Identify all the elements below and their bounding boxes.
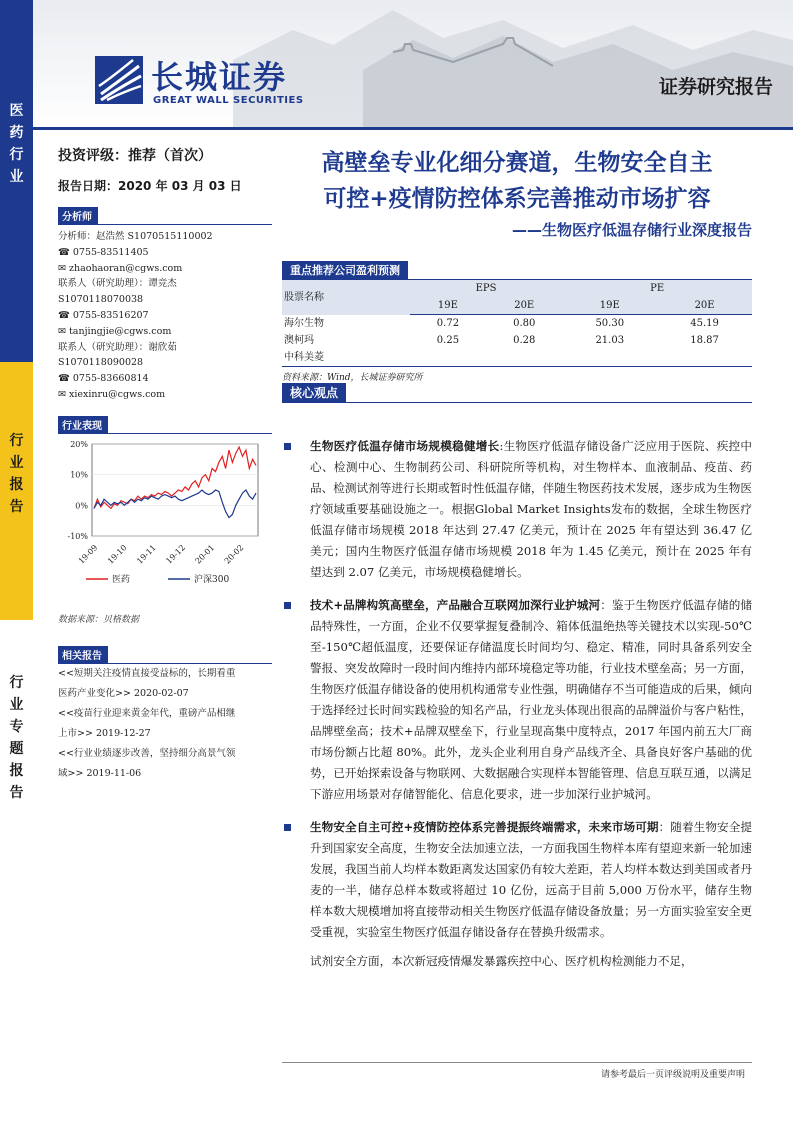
- contact-line: 分析师：赵浩然 S1070515110002: [58, 231, 213, 242]
- great-wall-background-image: [33, 0, 793, 128]
- legend-label: 沪深300: [194, 574, 230, 585]
- x-tick-label: 19-12: [164, 542, 188, 566]
- table-cell: 0.28: [513, 335, 536, 346]
- footer-disclaimer: 请参考最后一页评级说明及重要声明: [600, 1070, 745, 1080]
- side-band: [0, 0, 33, 1122]
- col-stock-name: 股票名称: [282, 280, 410, 315]
- related-reports-list: [58, 664, 272, 784]
- table-cell: [486, 349, 562, 367]
- plot-frame: [92, 444, 258, 536]
- side-char: 业: [9, 455, 24, 471]
- logo-text-cn: 长城证券: [151, 58, 288, 96]
- col-year: 20E: [657, 297, 752, 315]
- side-char: 题: [9, 741, 24, 757]
- side-char: 业: [9, 697, 24, 713]
- contact-line: 联系人（研究助理）：谢欣茹: [58, 341, 177, 353]
- table-cell: [410, 349, 486, 367]
- side-char: 医: [9, 103, 24, 119]
- bullet-lead: 技术+品牌构筑高壁垒，产品融合互联网加深行业护城河: [310, 598, 601, 612]
- side-char: 行: [9, 433, 24, 449]
- contact-line: ☎ 0755-83660814: [58, 373, 149, 385]
- contact-line[interactable]: ✉ zhaohaoran@cgws.com: [58, 262, 183, 274]
- right-main-column: [282, 145, 752, 403]
- header: [33, 0, 793, 128]
- side-char: 告: [9, 785, 24, 801]
- table-cell: 0.80: [513, 318, 536, 329]
- bullet-square-icon: [284, 824, 291, 831]
- related-report-line[interactable]: 域>> 2019-11-06: [58, 767, 142, 779]
- core-views-header: [282, 385, 752, 403]
- analyst-section-label: 分析师: [58, 207, 98, 224]
- related-reports-header: [58, 647, 272, 664]
- stock-name: 澳柯玛: [284, 335, 314, 346]
- header-divider: [33, 127, 793, 130]
- side-char: 行: [9, 147, 24, 163]
- col-group-pe: PE: [562, 280, 752, 297]
- performance-chart-svg: [58, 436, 272, 596]
- investment-rating: 投资评级：推荐（首次）: [58, 148, 212, 164]
- side-band-topic: [0, 620, 33, 1122]
- industry-performance-chart: [58, 436, 272, 596]
- report-date: 报告日期：2020 年 03 月 03 日: [58, 179, 242, 193]
- contact-line: S1070118070038: [58, 294, 144, 306]
- bullet-text: ：鉴于生物医疗低温存储的储品特殊性，一方面，企业不仅要掌握复叠制冷、箱体低温绝热等关键技术以实现-50℃至-150℃超低温度，还要保证存储温度长时间均匀、稳定、精准，同时具备系列安全警报、突发故障时一段时间内维持内部环境稳定等功能，行业技术壁垒高；另一方面，生物医疗低温存储设备的使用机构通常专业性强，明确储存不当可能造成的后果，倾向于选择经过长时间实践检验的知名产品，行业龙头体现出很高的品牌溢价与客户粘性，品牌壁垒高；技术+品牌双壁垒下，行业呈现高集中度特点，2017 年国内前五大厂商市场份额占比超 80%。此外，龙头企业利用自身产品线齐全、具备良好客户基础的优势，已开始探索设备与物联网、大数据融合实现样本智能管理、信息互联互通，以满足下游应用场景对存储智能化、信息化要求，进一步加深行业护城河。: [310, 598, 752, 801]
- forecast-table-header: [282, 262, 752, 280]
- related-report-line[interactable]: <<短期关注疫情直接受益标的，长期看重: [58, 667, 236, 679]
- logo-text-en: GREAT WALL SECURITIES: [153, 95, 304, 106]
- report-title-line2: 可控+疫情防控体系完善推动市场扩容: [323, 186, 711, 212]
- contact-line[interactable]: ✉ xiexinru@cgws.com: [58, 388, 166, 400]
- side-char: 告: [9, 499, 24, 515]
- table-row: [282, 315, 752, 333]
- bullet-lead: 生物医疗低温存储市场规模稳健增长: [310, 439, 500, 453]
- side-band-report: [0, 362, 33, 620]
- stock-name: 中科美菱: [282, 349, 410, 367]
- table-cell: 21.03: [595, 335, 625, 346]
- bullet-paragraph: [282, 436, 752, 583]
- contact-line: ☎ 0755-83516207: [58, 309, 149, 321]
- related-report-line[interactable]: 上市>> 2019-12-27: [58, 727, 151, 739]
- x-tick-label: 20-02: [222, 542, 246, 566]
- col-year: 20E: [486, 297, 562, 315]
- bullet-lead: 生物安全自主可控+疫情防控体系完善提振终端需求，未来市场可期: [310, 820, 659, 834]
- side-band-industry: [0, 0, 33, 362]
- table-cell: 18.87: [690, 335, 719, 346]
- bullet-text: :生物医疗低温存储设备广泛应用于医院、疾控中心、检测中心、生物制药公司、科研院所等机构，对生物样本、血液制品、疫苗、药品、检测试剂等进行长期或暂时性低温存储，伴随生物医药技术发展，逐步成为生物医疗领域重要基础设施之一。根据Global Market Insights发布的数据，全球生物医疗低温存储市场规模 2018 年达到 27.47 亿美元，预计在 2025 年有望达到 36.47 亿美元；国内生物医疗低温存储市场规模 2018 年为 1.45 亿美元，预计在 2025 年有望达到 2.07 亿美元，市场规模稳健增长。: [310, 439, 752, 579]
- table-row: [282, 349, 752, 367]
- industry-performance-header: [58, 417, 272, 434]
- report-title-line1: 高壁垒专业化细分赛道，生物安全自主: [321, 150, 713, 176]
- bullet-text: ：随着生物安全提升到国家安全高度，生物安全法加速立法，一方面我国生物样本库有望迎来新一轮加速发展，我国当前人均样本数距离发达国家仍有较大差距，若人均样本数达到美国或者丹麦的一半，储存总样本数或将超过 10 亿份，远高于目前 5,000 万份水平，储存生物样本数大规模增加将直接带动相关生物医疗低温存储设备放量；另一方面实验室安全更受重视，实验室生物医疗低温存储设备存在替换升级需求。: [310, 820, 752, 939]
- y-tick-label: 0%: [75, 501, 88, 511]
- related-report-line[interactable]: <<行业业绩逐步改善，坚持细分高景气领: [58, 747, 236, 759]
- y-tick-label: 10%: [70, 470, 88, 480]
- x-tick-label: 20-01: [193, 542, 217, 566]
- continuation-paragraph: 试剂安全方面，本次新冠疫情爆发暴露疾控中心、医疗机构检测能力不足，: [310, 954, 693, 968]
- col-year: 19E: [562, 297, 657, 315]
- side-char: 行: [9, 675, 24, 691]
- contact-line: 联系人（研究助理）：谭竞杰: [58, 278, 177, 290]
- bullet-square-icon: [284, 443, 291, 450]
- industry-performance-label: 行业表现: [58, 416, 108, 433]
- x-tick-label: 19-10: [105, 542, 129, 566]
- report-subtitle: ——生物医疗低温存储行业深度报告: [511, 221, 752, 239]
- x-tick-label: 19-11: [135, 542, 158, 566]
- col-group-eps: EPS: [410, 280, 563, 297]
- y-tick-label: -10%: [67, 531, 88, 541]
- stock-name: 海尔生物: [284, 317, 324, 329]
- side-char: 专: [9, 719, 24, 735]
- forecast-table-label: 重点推荐公司盈利预测: [282, 261, 408, 279]
- table-source: 资料来源：Wind，长城证券研究所: [282, 373, 423, 383]
- legend-label: 医药: [112, 574, 131, 585]
- table-cell: 0.72: [436, 318, 460, 329]
- table-cell: [562, 349, 657, 367]
- contact-line: ☎ 0755-83511405: [58, 246, 149, 258]
- chart-source: 数据来源：贝格数据: [58, 614, 140, 625]
- table-header-row: [282, 280, 752, 297]
- table-row: [282, 332, 752, 349]
- bullet-paragraph: [282, 817, 752, 943]
- contact-line[interactable]: ✉ tanjingjie@cgws.com: [58, 325, 172, 337]
- bullet-paragraph: [282, 595, 752, 805]
- table-cell: 50.30: [595, 318, 625, 329]
- earnings-forecast-table: [282, 280, 752, 367]
- y-tick-label: 20%: [70, 439, 88, 449]
- related-report-line[interactable]: <<疫苗行业迎来黄金年代，重磅产品相继: [58, 707, 236, 719]
- x-tick-label: 19-09: [76, 542, 100, 566]
- core-views-body: [282, 436, 752, 972]
- table-cell: 0.25: [436, 335, 460, 346]
- table-cell: 45.19: [690, 318, 719, 329]
- contact-line: S1070118090028: [58, 357, 144, 369]
- analyst-section-header: [58, 208, 272, 225]
- footer-divider: [282, 1062, 752, 1063]
- bullet-square-icon: [284, 602, 291, 609]
- side-char: 报: [9, 763, 24, 779]
- analyst-contacts: [58, 229, 272, 403]
- core-views-label: 核心观点: [282, 383, 346, 402]
- series-line-csi300: [94, 490, 256, 518]
- related-reports-label: 相关报告: [58, 646, 108, 663]
- related-report-line[interactable]: 医药产业变化>> 2020-02-07: [58, 687, 189, 699]
- side-char: 业: [9, 169, 24, 185]
- side-char: 报: [9, 477, 24, 493]
- report-type-label: 证券研究报告: [658, 76, 773, 98]
- great-wall-logo-icon: [93, 54, 145, 106]
- left-info-column: [58, 145, 272, 784]
- table-cell: [657, 349, 752, 367]
- side-char: 药: [9, 125, 24, 141]
- col-year: 19E: [410, 297, 486, 315]
- series-line-pharma: [94, 447, 256, 508]
